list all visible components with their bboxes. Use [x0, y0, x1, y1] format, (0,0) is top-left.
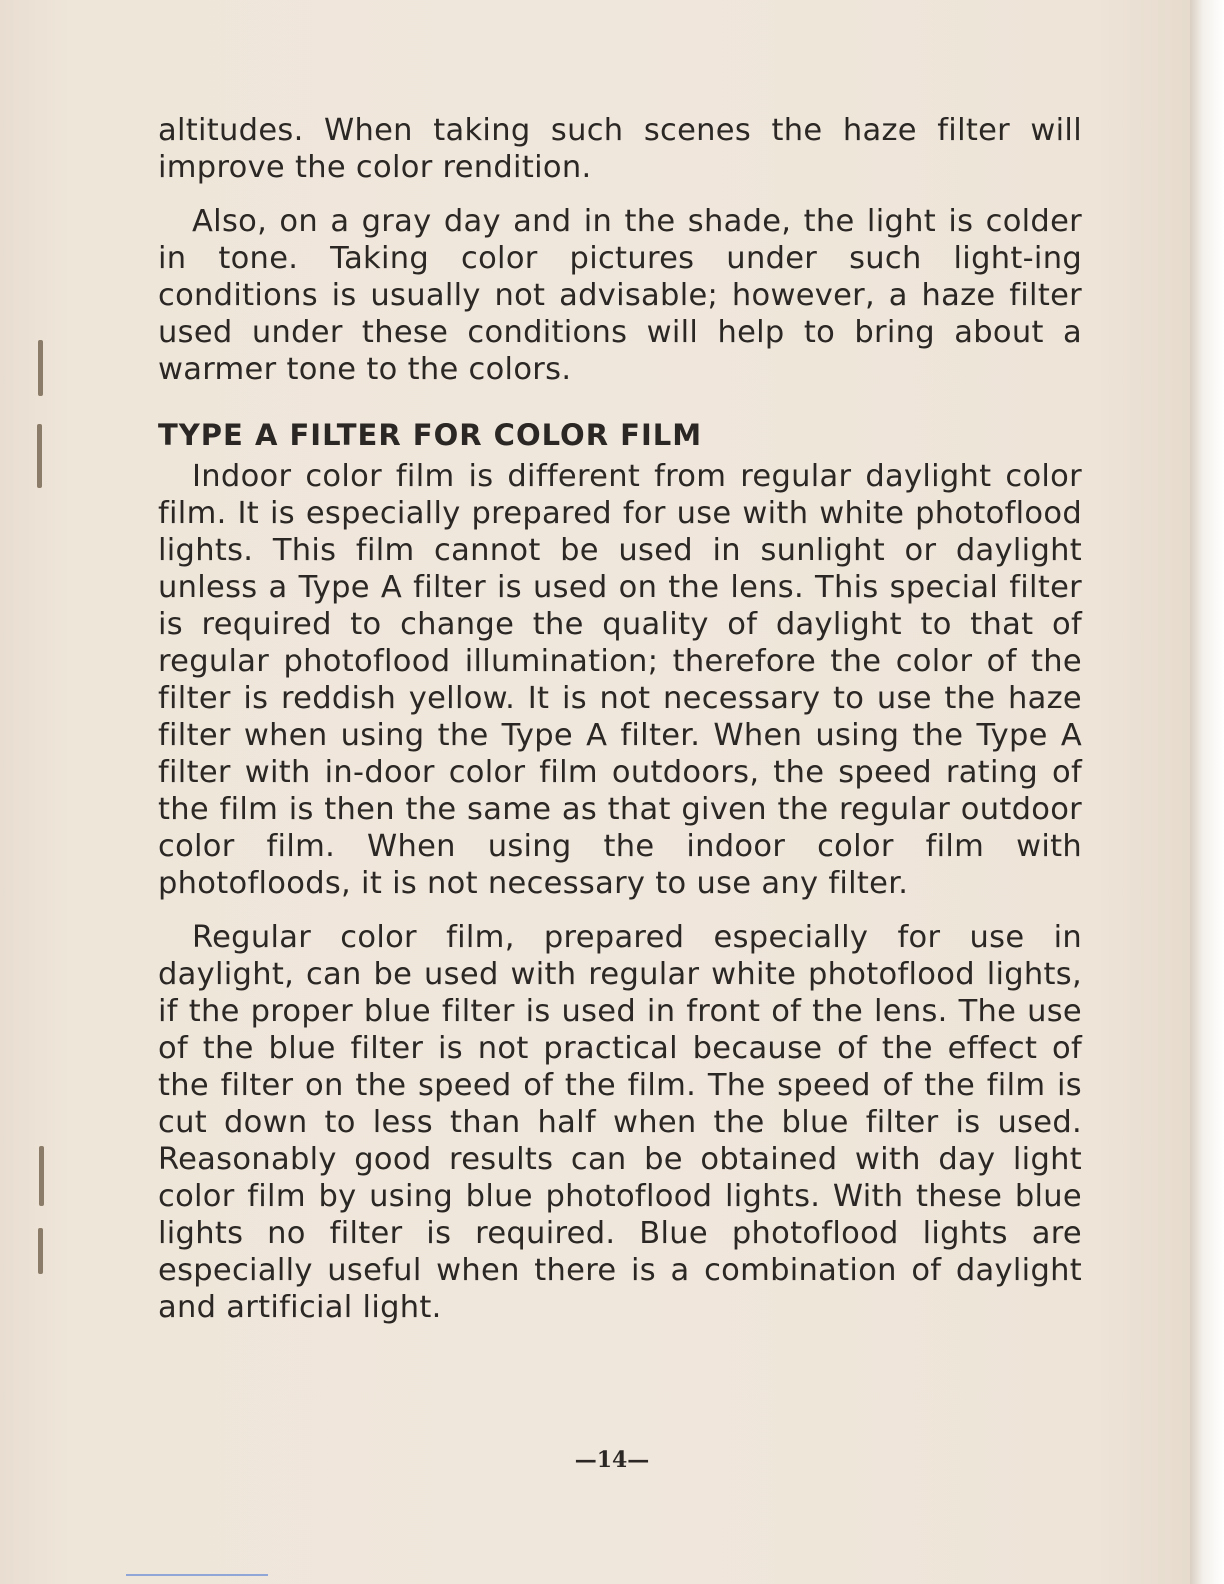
paragraph: altitudes. When taking such scenes the haze filter will improve the color rendition. [158, 113, 1082, 185]
binding-mark [38, 340, 43, 396]
paragraph: Indoor color film is different from regular daylight color film. It is especially prepared for use with white photoflood lights. This film cannot be used in sunlight or daylight unless a Type A filter is used on the lens. This special filter is required to change the quality of daylight to that of regular photoflood illumination; therefore the color of the filter is reddish yellow. It is not necessary to use the haze filter when using the Type A filter. When using the Type A filter with in-door color film outdoors, the speed rating of the film is then the same as that given the regular outdoor color film. When using the indoor color film with photofloods, it is not necessary to use any filter. [158, 459, 1082, 901]
binding-mark [39, 1146, 44, 1206]
page-text [158, 112, 1082, 1326]
page-number: —14— [574, 1447, 650, 1473]
section-heading: TYPE A FILTER FOR COLOR FILM [158, 418, 703, 452]
bottom-rule [126, 1574, 268, 1576]
page-edge [1190, 0, 1224, 1584]
binding-mark [37, 424, 42, 488]
paragraph: Regular color film, prepared especially for use in daylight, can be used with regular white photoflood lights, if the proper blue filter is used in front of the lens. The use of the blue filter is not practical because of the effect of the filter on the speed of the film. The speed of the film is cut down to less than half when the blue filter is used. Reasonably good results can be obtained with day light color film by using blue photoflood lights. With these blue lights no filter is required. Blue photoflood lights are especially useful when there is a combination of daylight and artificial light. [158, 920, 1082, 1325]
paragraph: Also, on a gray day and in the shade, the light is colder in tone. Taking color pictures under such light-ing conditions is usually not advisable; however, a haze filter used under these conditions will help to bring about a warmer tone to the colors. [158, 204, 1082, 387]
binding-mark [38, 1228, 43, 1274]
